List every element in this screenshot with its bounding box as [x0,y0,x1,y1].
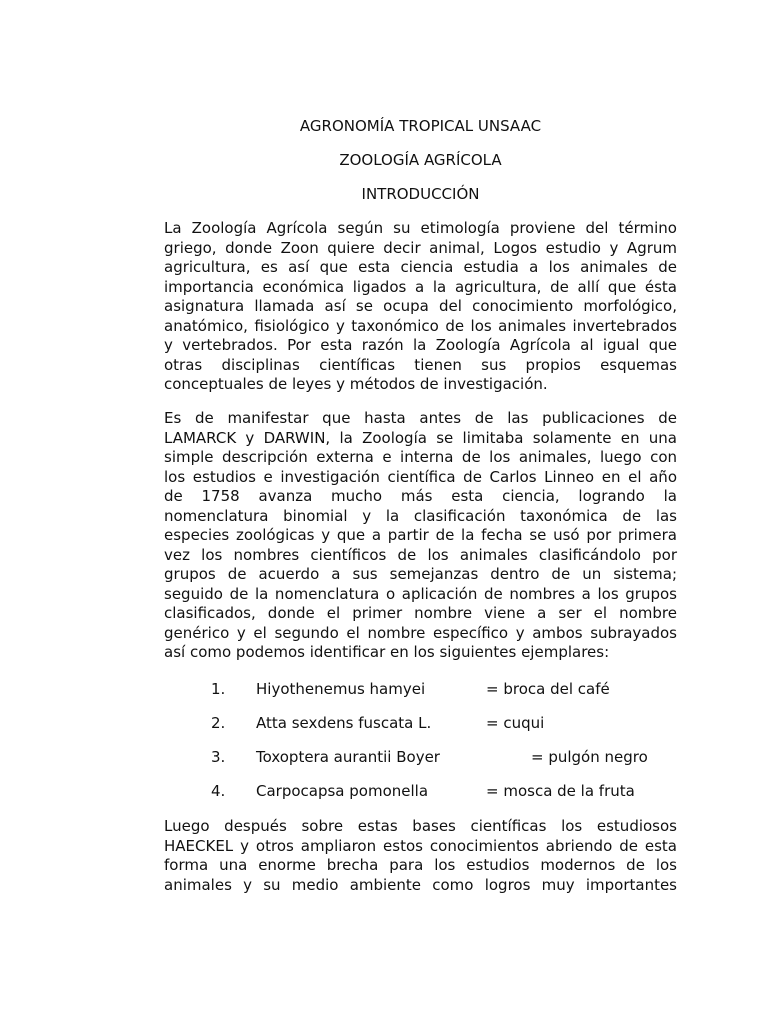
species-list-item [164,782,677,802]
item-number: 1. [211,680,226,698]
species-list-item [164,714,677,734]
paragraph-line: grupos de acuerdo a sus semejanzas dentro de un sistema; [164,565,677,583]
paragraph-line: Es de manifestar que hasta antes de las publicaciones de [164,409,677,427]
paragraph-line: La Zoología Agrícola según su etimología proviene del término [164,219,677,237]
item-number: 4. [211,782,226,800]
paragraph-line: importancia económica ligados a la agricultura, de allí que ésta [164,277,677,296]
common-name: = cuqui [486,714,545,732]
section-title: INTRODUCCIÓN [361,185,480,203]
scientific-name: Toxoptera aurantii Boyer [256,748,440,766]
item-number: 2. [211,714,226,732]
course-title: ZOOLOGÍA AGRÍCOLA [339,151,502,169]
paragraph-line: vez los nombres científicos de los animales clasificándolo por [164,545,677,564]
paragraph-line: animales y su medio ambiente como logros muy importantes [164,875,677,894]
paragraph-line: Luego después sobre estas bases científicas los estudiosos [164,817,677,835]
scientific-name: Hiyothenemus hamyei [256,680,426,698]
paragraph-line: conceptuales de leyes y métodos de investigación. [164,375,548,393]
institution-title: AGRONOMÍA TROPICAL UNSAAC [299,117,542,135]
paragraph-line: asignatura llamada así se ocupa del conocimiento morfológico, [164,297,677,315]
scientific-name: Atta sexdens fuscata L. [256,714,432,732]
paragraph-line: de 1758 avanza mucho más esta ciencia, logrando la [164,487,677,505]
document-body [164,117,677,910]
paragraph-line: forma una enorme brecha para los estudios modernos de los [164,856,677,874]
paragraph-line: nomenclatura binomial y la clasificación taxonómica de las [164,506,677,525]
species-list-item [164,748,677,768]
common-name: = broca del café [486,680,610,698]
paragraph-line: anatómico, fisiológico y taxonómico de los animales invertebrados [164,316,677,335]
paragraph-line: y vertebrados. Por esta razón la Zoología Agrícola al igual que [164,336,677,354]
paragraph-3 [164,817,677,895]
paragraph-line: los estudios e investigación científica de Carlos Linneo en el año [164,467,677,486]
paragraph-2 [164,409,677,663]
paragraph-line: simple descripción externa e interna de los animales, luego con [164,448,677,466]
species-list-item [164,680,677,700]
species-list [164,680,677,802]
paragraph-line: LAMARCK y DARWIN, la Zoología se limitaba solamente en una [164,428,677,447]
item-number: 3. [211,748,226,766]
paragraph-line: seguido de la nomenclatura o aplicación de nombres a los grupos [164,584,677,603]
paragraph-line: así como podemos identificar en los siguientes ejemplares: [164,643,610,661]
common-name: = mosca de la fruta [486,782,635,800]
paragraph-line: genérico y el segundo el nombre específico y ambos subrayados [164,623,677,642]
common-name: = pulgón negro [531,748,648,766]
paragraph-line: agricultura, es así que esta ciencia estudia a los animales de [164,258,677,276]
paragraph-line: clasificados, donde el primer nombre viene a ser el nombre [164,604,677,622]
paragraph-line: griego, donde Zoon quiere decir animal, Logos estudio y Agrum [164,238,677,257]
paragraph-1 [164,219,677,395]
scientific-name: Carpocapsa pomonella [256,782,429,800]
paragraph-line: especies zoológicas y que a partir de la fecha se usó por primera [164,526,677,544]
paragraph-line: HAECKEL y otros ampliaron estos conocimientos abriendo de esta [164,836,677,855]
paragraph-line: otras disciplinas científicas tienen sus propios esquemas [164,355,677,374]
